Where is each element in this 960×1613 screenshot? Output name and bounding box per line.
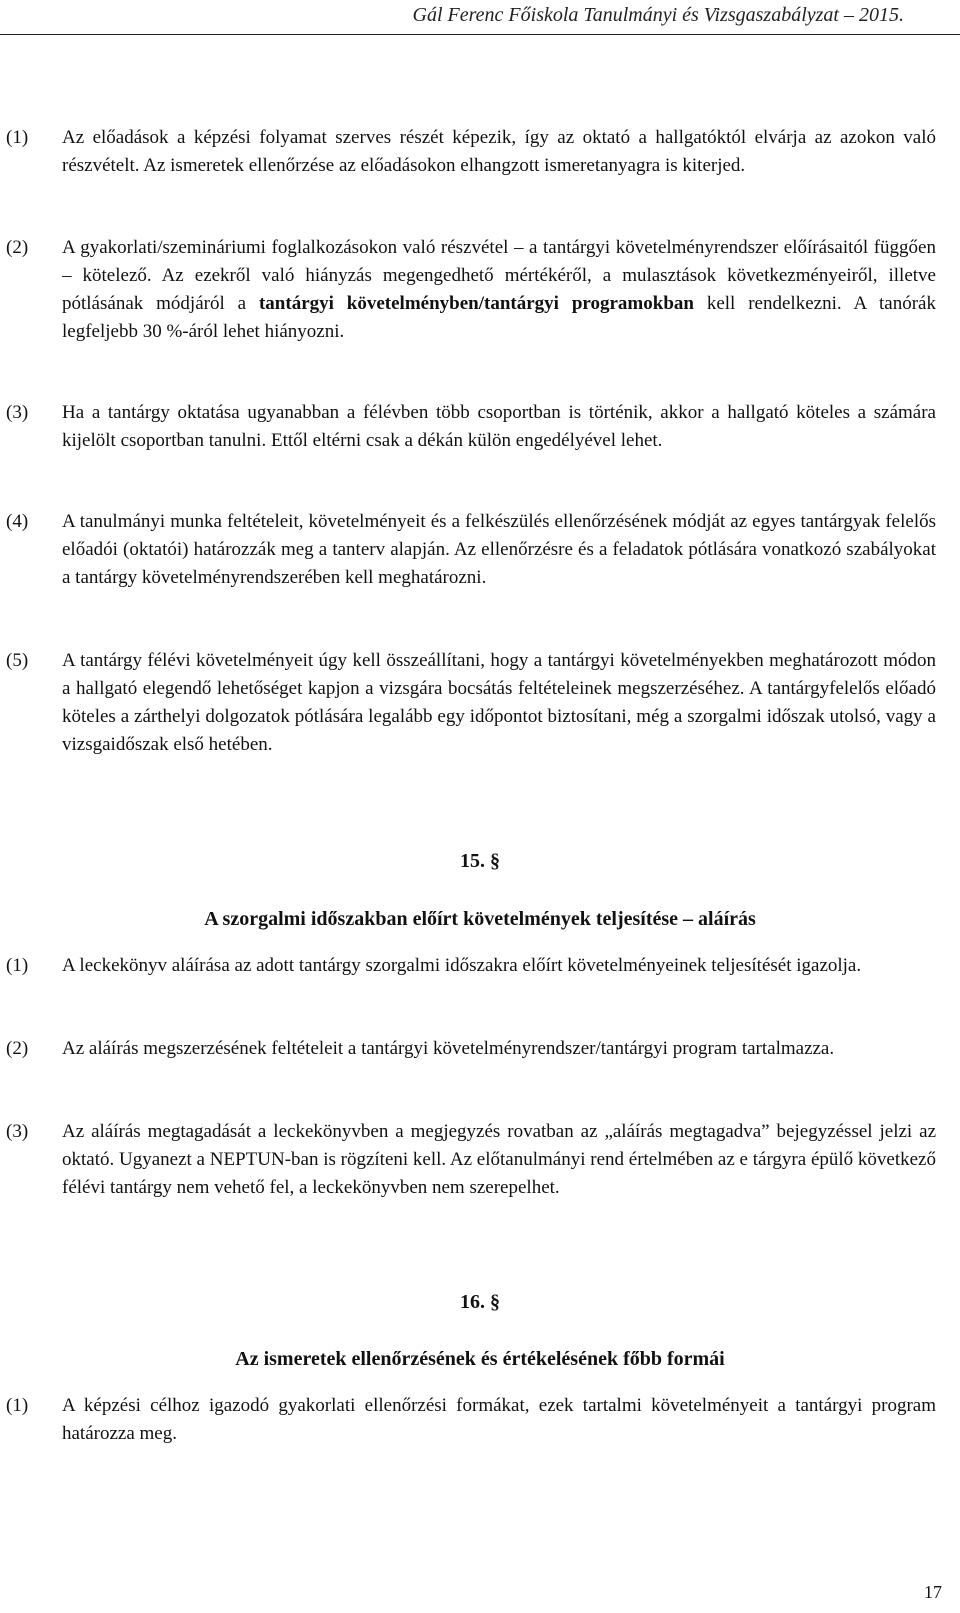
paragraph-text: Az előadások a képzési folyamat szerves részét képezik, így az oktató a hallgatóktól elvárja az azokon való részvételt. Az ismeretek ellenőrzése az előadásokon elhangzott ismeretanyagra is kiterjed. xyxy=(62,127,936,176)
section-15-item-3 xyxy=(6,1118,936,1202)
paragraph-2 xyxy=(6,234,936,346)
header-rule xyxy=(0,34,960,35)
page-number: 17 xyxy=(924,1582,942,1602)
paragraph-text: Ha a tantárgy oktatása ugyanabban a félévben több csoportban is történik, akkor a hallgató köteles a számára kijelölt csoportban tanulni. Ettől eltérni csak a dékán külön engedélyével lehet. xyxy=(62,402,936,451)
running-header: Gál Ferenc Főiskola Tanulmányi és Vizsgaszabályzat – 2015. xyxy=(412,4,904,26)
paragraph-5 xyxy=(6,647,936,759)
section-16-item-1 xyxy=(6,1392,936,1448)
paragraph-text: A tanulmányi munka feltételeit, követelményeit és a felkészülés ellenőrzésének módját az egyes tantárgyak felelős előadói (oktatói) határozzák meg a tanterv alapján. Az ellenőrzésre és a feladatok pótlására vonatkozó szabályokat a tantárgy követelményrendszerében kell meghatározni. xyxy=(62,511,936,588)
paragraph-text-bold: tantárgyi követelményben/tantárgyi programokban xyxy=(258,293,694,314)
section-15-title: A szorgalmi időszakban előírt követelmények teljesítése – aláírás xyxy=(204,908,756,930)
section-16-title: Az ismeretek ellenőrzésének és értékelésének főbb formái xyxy=(235,1348,725,1370)
paragraph-4 xyxy=(6,508,936,592)
paragraph-number: (1) xyxy=(6,1395,29,1416)
section-16-number: 16. § xyxy=(460,1291,500,1313)
paragraph-number: (1) xyxy=(6,955,29,976)
paragraph-3 xyxy=(6,399,936,455)
paragraph-number: (1) xyxy=(6,127,29,148)
paragraph-number: (3) xyxy=(6,1121,29,1142)
paragraph-text xyxy=(62,234,936,346)
paragraph-text: A képzési célhoz igazodó gyakorlati ellenőrzési formákat, ezek tartalmi követelményeit a tantárgyi program határozza meg. xyxy=(62,1395,936,1444)
paragraph-number: (3) xyxy=(6,402,29,423)
paragraph-text: A leckekönyv aláírása az adott tantárgy szorgalmi időszakra előírt követelményeinek teljesítését igazolja. xyxy=(62,955,862,976)
paragraph-text: Az aláírás megtagadását a leckekönyvben a megjegyzés rovatban az „aláírás megtagadva” bejegyzéssel jelzi az oktató. Ugyanezt a NEPTUN-ban is rögzíteni kell. Az előtanulmányi rend értelmében az e tárgyra épülő következő félévi tantárgy nem vehető fel, a leckekönyvben nem szerepelhet. xyxy=(62,1121,936,1198)
paragraph-number: (2) xyxy=(6,237,29,258)
paragraph-number: (2) xyxy=(6,1038,29,1059)
section-15-item-2 xyxy=(6,1035,936,1063)
paragraph-1 xyxy=(6,124,936,180)
paragraph-text-part: kell rendelkezni. A tanórák legfeljebb 30 %-áról lehet hiányozni. xyxy=(62,293,936,342)
paragraph-number: (4) xyxy=(6,511,29,532)
section-15-number: 15. § xyxy=(460,850,500,872)
paragraph-number: (5) xyxy=(6,650,29,671)
paragraph-text: Az aláírás megszerzésének feltételeit a tantárgyi követelményrendszer/tantárgyi program tartalmazza. xyxy=(62,1038,835,1059)
section-15-item-1 xyxy=(6,952,936,980)
paragraph-text-part: A gyakorlati/szemináriumi foglalkozásokon való részvétel – a tantárgyi követelményrendszer előírásaitól függően – kötelező. Az ezekről való hiányzás megengedhető mértékéről, a mulasztások következményeiről, illetve pótlásának módjáról a xyxy=(62,237,936,314)
paragraph-text: A tantárgy félévi követelményeit úgy kell összeállítani, hogy a tantárgyi követelményekben meghatározott módon a hallgató elegendő lehetőséget kapjon a vizsgára bocsátás feltételeinek megszerzéséhez. A tantárgyfelelős előadó köteles a zárthelyi dolgozatok pótlására legalább egy időpontot biztosítani, még a szorgalmi időszak utolsó, vagy a vizsgaidőszak első hetében. xyxy=(62,650,936,755)
